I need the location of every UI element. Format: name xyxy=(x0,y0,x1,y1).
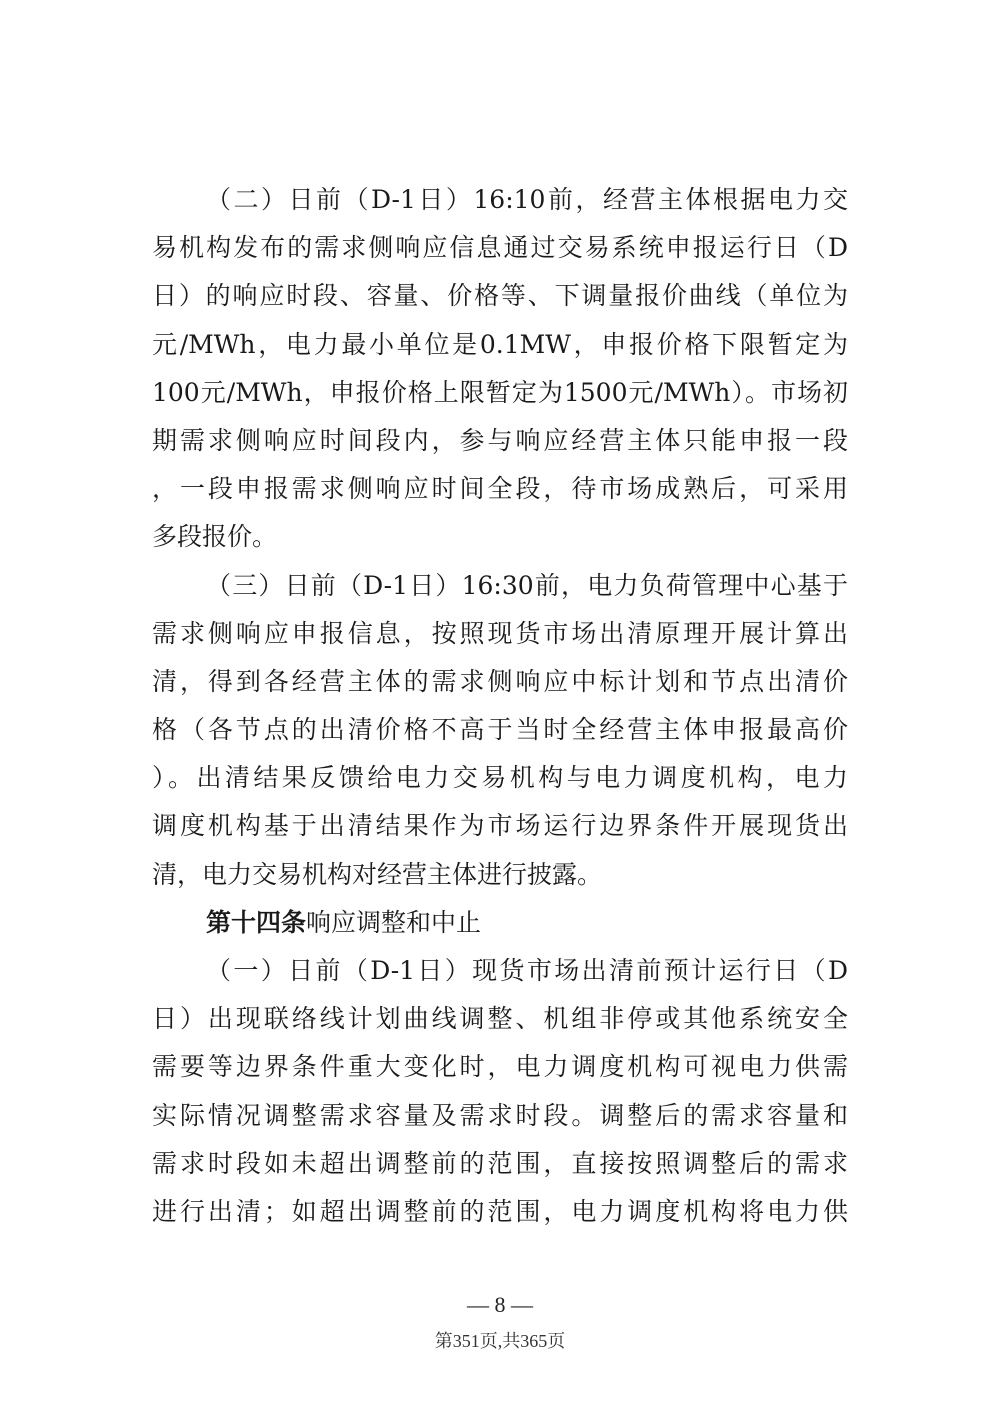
text-line: 调度机构基于出清结果作为市场运行边界条件开展现货出 xyxy=(152,811,848,841)
article-number: 第十四条 xyxy=(206,907,307,937)
text-line: 进行出清；如超出调整前的范围，电力调度机构将电力供 xyxy=(152,1196,848,1226)
text-line: 多段报价。 xyxy=(152,522,278,552)
text-line: 日）出现联络线计划曲线调整、机组非停或其他系统安全 xyxy=(152,1004,848,1034)
text-line: 格（各节点的出清价格不高于当时全经营主体申报最高价 xyxy=(152,715,848,745)
page-count: 第351页,共365页 xyxy=(434,1331,566,1351)
text-line: 元/MWh，电力最小单位是0.1MW，申报价格下限暂定为 xyxy=(152,329,848,359)
text-line: ，一段申报需求侧响应时间全段，待市场成熟后，可采用 xyxy=(152,474,848,504)
article-heading xyxy=(152,899,848,947)
text-line: （二）日前（D-1日）16:10前，经营主体根据电力交 xyxy=(206,185,848,214)
text-line: 需要等边界条件重大变化时，电力调度机构可视电力供需 xyxy=(152,1052,848,1082)
page-number: — 8 — xyxy=(467,1292,533,1317)
body-text xyxy=(152,176,848,1236)
text-line: 实际情况调整需求容量及需求时段。调整后的需求容量和 xyxy=(152,1100,848,1130)
text-line: 期需求侧响应时间段内，参与响应经营主体只能申报一段 xyxy=(152,425,848,455)
text-line: 需求侧响应申报信息，按照现货市场出清原理开展计算出 xyxy=(152,618,848,648)
text-line: （一）日前（D-1日）现货市场出清前预计运行日（D xyxy=(206,956,848,985)
text-line: 日）的响应时段、容量、价格等、下调量报价曲线（单位为 xyxy=(152,281,848,311)
text-line: （三）日前（D-1日）16:30前，电力负荷管理中心基于 xyxy=(206,570,848,600)
article-title: 响应调整和中止 xyxy=(306,907,482,937)
text-line: 清，电力交易机构对经营主体进行披露。 xyxy=(152,859,603,889)
text-line: 易机构发布的需求侧响应信息通过交易系统申报运行日（D xyxy=(152,233,848,263)
text-line: 需求时段如未超出调整前的范围，直接按照调整后的需求 xyxy=(152,1148,848,1178)
text-line: 清，得到各经营主体的需求侧响应中标计划和节点出清价 xyxy=(152,666,848,696)
text-line: ）。出清结果反馈给电力交易机构与电力调度机构，电力 xyxy=(152,763,848,793)
text-line: 100元/MWh，申报价格上限暂定为1500元/MWh）。市场初 xyxy=(152,377,848,407)
